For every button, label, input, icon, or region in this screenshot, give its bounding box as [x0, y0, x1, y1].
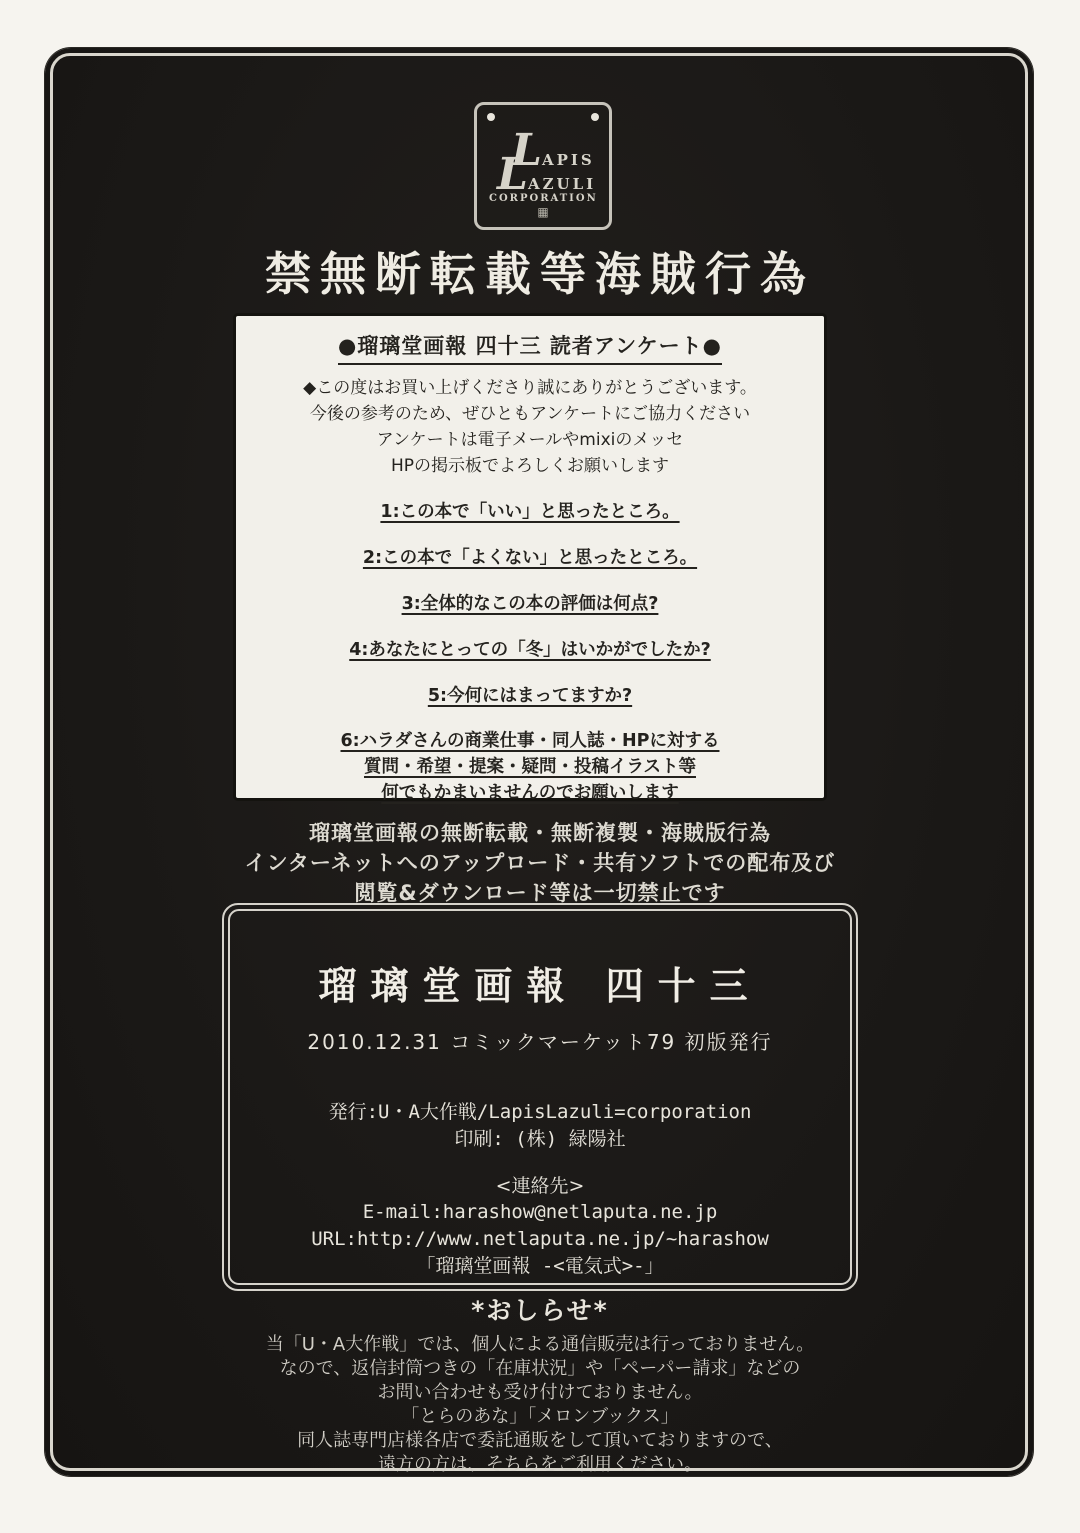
notice-line: 遠方の方は、そちらをご利用ください。 — [378, 1454, 702, 1475]
survey-question-6 — [236, 729, 824, 806]
notice-line: お問い合わせも受け付けておりません。 — [377, 1382, 703, 1403]
notice-header: *おしらせ* — [471, 1296, 609, 1325]
notice-line: 「とらのあな」「メロンブックス」 — [401, 1406, 679, 1427]
edition-line: 2010.12.31 コミックマーケット79 初版発行 — [307, 1030, 773, 1054]
survey-question-2: 2:この本で「よくない」と思ったところ。 — [362, 548, 698, 568]
colophon-box — [222, 903, 858, 1291]
colophon-inner-border — [228, 909, 852, 1285]
survey-header: ●瑠璃堂画報 四十三 読者アンケート● — [338, 330, 722, 365]
logo-text-lapis: LAPIS — [511, 125, 595, 176]
survey-question-6-line: 何でもかまいませんのでお願いします — [381, 783, 679, 803]
publisher-logo — [474, 102, 612, 230]
url-line: URL:http://www.netlaputa.ne.jp/~harashow — [311, 1228, 769, 1250]
piracy-warning-line: インターネットへのアップロード・共有ソフトでの配布及び — [244, 851, 836, 875]
printer-line: 印刷: (株) 緑陽社 — [454, 1128, 626, 1150]
survey-question-6-line: 6:ハラダさんの商業仕事・同人誌・HPに対する — [340, 731, 720, 751]
piracy-warning-line: 閲覧&ダウンロード等は一切禁止です — [354, 881, 726, 905]
logo-text-corporation: CORPORATION — [489, 193, 598, 204]
piracy-warning — [0, 818, 1080, 908]
email-line: E-mail:harashow@netlaputa.ne.jp — [362, 1201, 718, 1223]
piracy-warning-line: 瑠璃堂画報の無断転載・無断複製・海賊版行為 — [309, 821, 771, 845]
publisher-line: 発行:U・A大作戦/LapisLazuli=corporation — [328, 1101, 752, 1123]
survey-question-6-line: 質問・希望・提案・疑問・投稿イラスト等 — [364, 757, 696, 777]
survey-question-1: 1:この本で「いい」と思ったところ。 — [380, 502, 680, 522]
survey-intro-line: アンケートは電子メールやmixiのメッセ — [376, 430, 684, 450]
survey-intro-line: ◆この度はお買い上げくださり誠にありがとうございます。 — [303, 378, 757, 398]
survey-question-5: 5:今何にはまってますか? — [427, 686, 633, 706]
contact-header: <連絡先> — [495, 1175, 585, 1197]
logo-text-lazuli: LAZULI — [497, 149, 597, 200]
survey-intro-line: HPの掲示板でよろしくお願いします — [390, 456, 670, 476]
notice-line: 同人誌専門店様各店で委託通販をして頂いておりますので、 — [297, 1430, 783, 1451]
survey-question-3: 3:全体的なこの本の評価は何点? — [401, 594, 659, 614]
seal-icon: ▦ — [537, 205, 549, 219]
site-name-line: 「瑠璃堂画報 -<電気式>-」 — [416, 1255, 664, 1277]
logo-corner-dot-right — [591, 113, 599, 121]
survey-box — [233, 313, 827, 801]
survey-question-4: 4:あなたにとっての「冬」はいかがでしたか? — [349, 640, 711, 660]
logo-corner-dot-left — [487, 113, 495, 121]
survey-intro-line: 今後の参考のため、ぜひともアンケートにご協力ください — [309, 404, 751, 424]
notice-line: なので、返信封筒つきの「在庫状況」や「ペーパー請求」などの — [279, 1358, 801, 1379]
notice-section — [0, 1296, 1080, 1477]
book-title: 瑠璃堂画報 四十三 — [318, 964, 762, 1008]
piracy-prohibition-heading: 禁無断転載等海賊行為 — [265, 247, 815, 301]
notice-line: 当「U・A大作戦」では、個人による通信販売は行っておりません。 — [265, 1334, 815, 1355]
